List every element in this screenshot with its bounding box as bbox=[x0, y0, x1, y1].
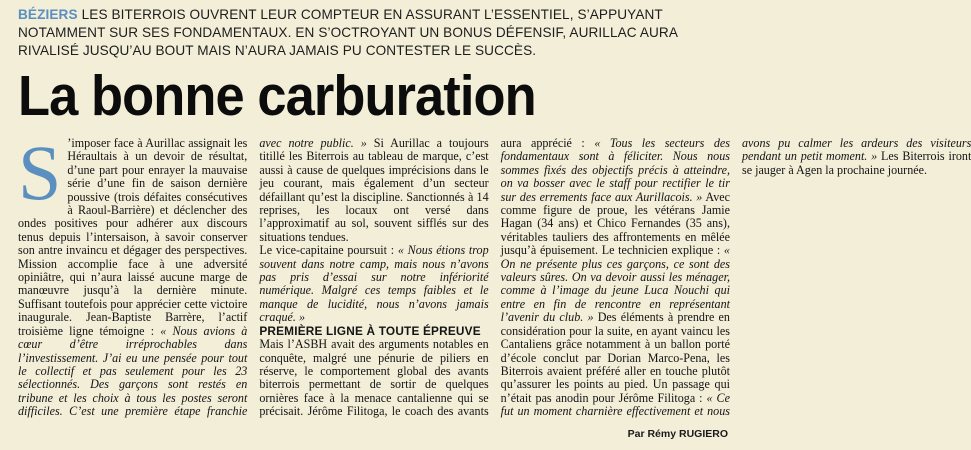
article-lead bbox=[18, 6, 730, 60]
section-subhead: PREMIÈRE LIGNE À TOUTE ÉPREUVE bbox=[259, 323, 481, 338]
paragraph-text: Le vice-capitaine poursuit : bbox=[259, 243, 395, 258]
article-body bbox=[18, 129, 971, 422]
quote: « Nous avions à cœur d’être irréprochables dans l’investissement. J’ai eu une pensée pour tout le collectif et pas seulement pour les 23 sélectionnés. Des garçons sont restés en tribune et les choix à tous les postes seront difficiles. C’est une première étape franchie avec notre public. » bbox=[18, 136, 367, 419]
byline: Par Rémy RUGIERO bbox=[627, 428, 728, 440]
quote: « Tous les secteurs des fondamentaux sont à féliciter. Nous nous sommes fixés des objectifs précis à atteindre, on va bosser avec le staff pour rectifier le tir sur des errements face aux Aurillacois. » bbox=[500, 136, 730, 204]
article-kicker: BÉZIERS bbox=[18, 7, 78, 22]
drop-cap: S bbox=[18, 129, 62, 216]
paragraph-text: Avec comme figure de proue, les vétérans Jamie Hagan (34 ans) et Chico Fernandes (35 ans), véritables tauliers des affrontements en mêlée jusqu’à épuisement. Le technicien explique : bbox=[500, 189, 730, 258]
paragraph-text: ’imposer face à Aurillac assignait les Héraultais à un devoir de résultat, d’une part pour enrayer la mauvaise série d’une fin de saison dernière poussive (trois défaites consécutives à Raoul-Barrière) et déclencher des ondes positives pour adhérer aux discours tenus depuis l’intersaison, à savoir conserver son antre invaincu et dégager des perspectives. Mission accomplie face à une adversité opiniâtre, qui n’aura laissé aucune marge de manœuvre jusqu’à la dernière minute. Suffisant toutefois pour apprécier cette victoire inaugurale. Jean-Baptiste Barrère, l’actif troisième ligne témoigne : bbox=[18, 136, 248, 338]
quote: « Ce fut un moment charnière effectivement et nous avons pu calmer les ardeurs des visiteurs pendant un petit moment. » bbox=[500, 136, 971, 419]
quote: « Nous étions trop souvent dans notre camp, mais nous n’avons pas pris d’essai sur notre infériorité numérique. Malgré ces temps faibles et le manque de lucidité, nous n’avons jamais craqué. » bbox=[259, 243, 489, 325]
quote: « On ne présente plus ces garçons, ce sont des valeurs sûres. On va devoir aussi les ménager, comme à l’image du jeune Luca Nouchi qui entre en fin de rencontre en représentant l’avenir du club. » bbox=[500, 243, 730, 325]
paragraph-text: Mais l’ASBH avait des arguments notables en conquête, malgré une pénurie de piliers en réserve, le comportement global des avants biterrois permettant de sortir de quelques ornières face à la menace cantalienne qui se précisait. Jérôme Filitoga, le coach des avants aura apprécié : bbox=[259, 136, 585, 419]
paragraph-text: Les Biterrois iront se jauger à Agen la prochaine journée. bbox=[741, 149, 971, 177]
article-title: La bonne carburation bbox=[18, 64, 536, 128]
paragraph-text: Si Aurillac a toujours titillé les Biterrois au tableau de marque, c’est aussi à cause de quelques imprécisions dans le jeu courant, mais également d’un secteur défaillant qu’est la discipline. Sanctionnés à 14 reprises, les locaux ont versé dans l’approximatif au sol, souvent sifflés sur des situations tendues. bbox=[259, 136, 489, 244]
paragraph bbox=[259, 244, 488, 324]
paragraph-text: Des éléments à prendre en considération pour la suite, en ayant vaincu les Cantaliens grâce notamment à un ballon porté d’école conclut par Dorian Marco-Pena, les Biterrois avaient préféré aller en touche plutôt qu’assurer les points au pied. Un passage qui n’était pas anodin pour Jérôme Filitoga : bbox=[500, 310, 730, 405]
article-lead-text: LES BITERROIS OUVRENT LEUR COMPTEUR EN ASSURANT L’ESSENTIEL, S’APPUYANT NOTAMMENT SUR SES FONDAMENTAUX. EN S’OCTROYANT UN BONUS DÉFENSIF, AURILLAC AURA RIVALISÉ JUSQU’AU BOUT MAIS N’AURA JAMAIS PU CONTESTER LE SUCCÈS. bbox=[18, 7, 678, 58]
